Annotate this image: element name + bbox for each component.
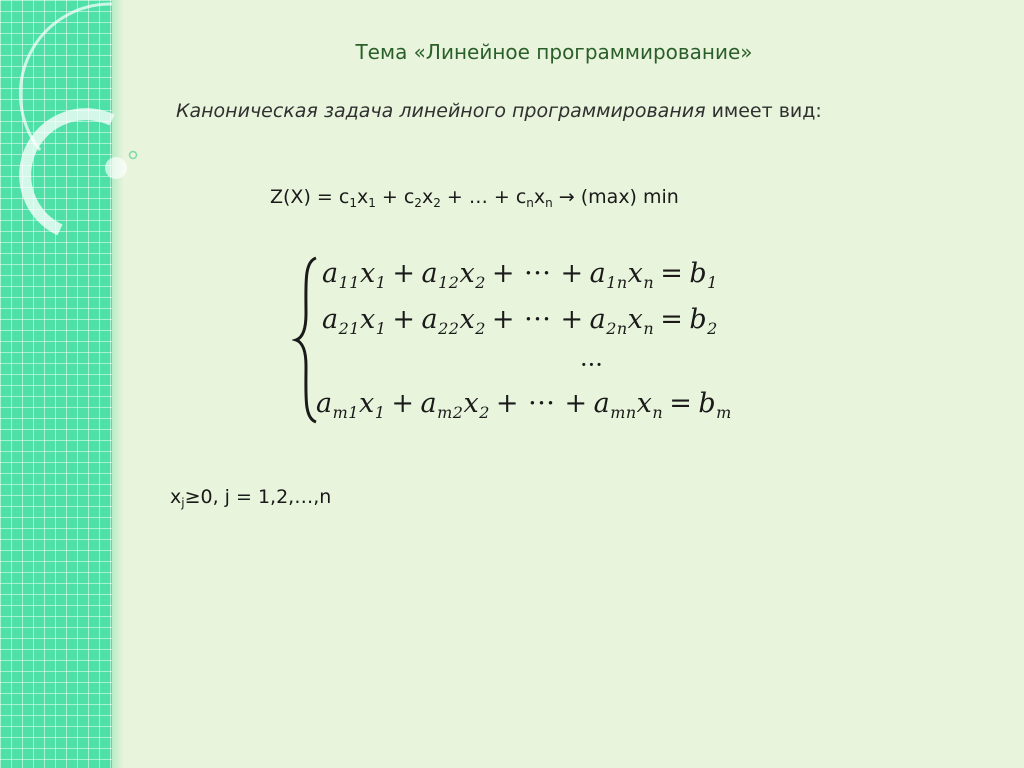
equation-operator: + ··· + (491, 258, 584, 289)
equation-subscript: 2 (475, 273, 486, 292)
bubble-large (105, 157, 127, 179)
decorative-circles (0, 0, 200, 260)
equation-symbol: x (359, 304, 376, 335)
objective-function: $Z(X) = c_1x_1 + c_2x_2$ + … + $c_nx_n \to (\max)$ min (270, 186, 679, 210)
equation-subscript: n (643, 273, 655, 292)
equation-symbol: a (421, 304, 439, 335)
equation-symbol: b (689, 258, 708, 289)
equation-symbol: a (593, 388, 611, 419)
equation-operator: = (660, 258, 684, 289)
equation-subscript: mn (610, 403, 637, 422)
equation-subscript: 1n (606, 273, 628, 292)
equation-symbol: a (420, 388, 438, 419)
equation-subscript: 1 (375, 319, 387, 338)
equation-operator: + (392, 258, 416, 289)
constraint-system (292, 254, 892, 430)
arc-large (20, 4, 112, 150)
equation-subscript: n (652, 403, 664, 422)
intro-text (176, 100, 822, 122)
equation-symbol: a (322, 258, 339, 289)
equation-symbol: x (627, 258, 644, 289)
intro-italic: Каноническая задача линейного программирования (176, 100, 706, 122)
equation-symbol: x (459, 304, 476, 335)
equation-symbol: x (627, 304, 644, 335)
slide-title: Тема «Линейное программирование» (355, 40, 753, 64)
equation-operator: = (660, 304, 684, 335)
equation-symbol: x (459, 258, 476, 289)
equation-symbol: a (589, 304, 607, 335)
equation-subscript: 1 (374, 403, 386, 422)
equation-symbol: x (463, 388, 480, 419)
bubble-small (130, 152, 137, 159)
equation-subscript: m1 (332, 403, 359, 422)
equation-symbol: a (589, 258, 607, 289)
equation-subscript: 12 (438, 273, 460, 292)
nonnegativity-constraint: $x_j\ge 0$, j = 1,2,…,n (170, 486, 332, 510)
equation-symbol: a (316, 388, 333, 419)
equation-subscript: 21 (338, 319, 360, 338)
equation-operator: + ··· + (495, 388, 588, 419)
equation-subscript: 2 (479, 403, 490, 422)
equation-operator: = (669, 388, 693, 419)
equation-subscript: 2 (707, 319, 718, 338)
equation-subscript: n (643, 319, 655, 338)
equation-operator: + (391, 388, 415, 419)
equation-subscript: m (716, 403, 732, 422)
equation-subscript: m2 (437, 403, 464, 422)
equation-symbol: x (358, 388, 375, 419)
equation-subscript: 22 (438, 319, 460, 338)
equation-symbol: b (698, 388, 717, 419)
equation-row-1 (322, 258, 718, 292)
equation-symbol: a (322, 304, 339, 335)
equation-symbol: a (421, 258, 439, 289)
equation-subscript: 2n (606, 319, 628, 338)
equation-subscript: 1 (375, 273, 387, 292)
equation-dots: ··· (580, 351, 603, 379)
equation-operator: + (392, 304, 416, 335)
equation-row-m (316, 388, 732, 422)
intro-rest: имеет вид: (711, 100, 822, 122)
equation-subscript: 1 (707, 273, 718, 292)
equation-symbol: x (359, 258, 376, 289)
equation-subscript: 2 (475, 319, 486, 338)
equation-symbol: b (689, 304, 708, 335)
equation-operator: + ··· + (491, 304, 584, 335)
equation-symbol: x (636, 388, 653, 419)
arc-thick (25, 114, 112, 230)
equation-subscript: 11 (338, 273, 360, 292)
equation-row-2 (322, 304, 718, 338)
